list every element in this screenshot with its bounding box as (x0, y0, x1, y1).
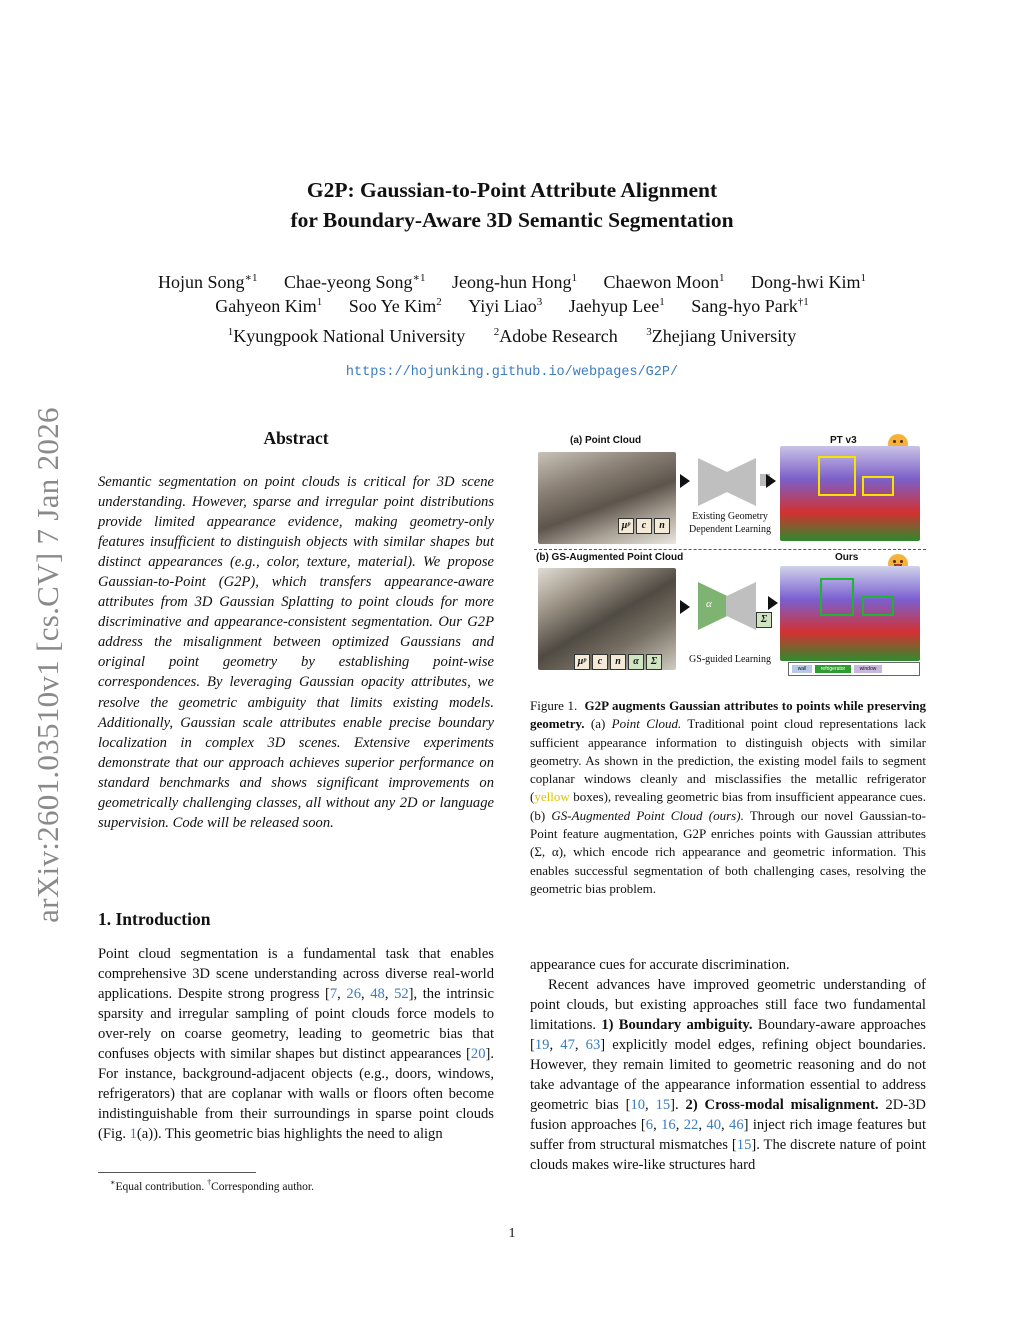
figure-ref-link[interactable]: 1 (129, 1126, 137, 1142)
gs-network-icon (698, 582, 756, 630)
citation-link[interactable]: 6 (645, 1117, 654, 1133)
arxiv-stamp (28, 380, 68, 950)
citation-link[interactable]: 63 (585, 1037, 601, 1053)
token: μᵖ (618, 518, 634, 534)
introduction-paragraph: Point cloud segmentation is a fundamental task that enables comprehensive 3D scene understanding across diverse real-world applications. Despite strong progress [7, 26, 48, 52], the intrinsic sparsity and irregular sampling of point clouds force models to over-rely on coarse geometry, leading to geometric bias that confuses objects with similar shapes but distinct appearances [20]. For instance, background-adjacent objects (e.g., doors, windows, refrigerators) that are coplanar with walls or floors often become indistinguishable from their surroundings in sparse point clouds (Fig. 1(a)). This geometric bias highlights the need to align (98, 946, 494, 1142)
author-row-2 (100, 294, 924, 318)
citation-link[interactable]: 48 (370, 986, 385, 1002)
citation-link[interactable]: 15 (655, 1097, 671, 1113)
footnote: ∗Equal contribution. †Corresponding author. (110, 1178, 314, 1193)
author: Yiyi Liao$^3$ (468, 296, 543, 316)
augmented-attribute-tokens (574, 654, 662, 670)
legend-swatch-refrigerator: refrigerator (815, 665, 851, 673)
legend-swatch-window: window (854, 665, 882, 673)
affiliation: $^3$Zhejiang University (646, 326, 797, 346)
citation-link[interactable]: 52 (394, 986, 409, 1002)
author: Sang-hyo Park$^{\dagger 1}$ (691, 296, 809, 316)
arrow-right-icon (768, 596, 778, 610)
citation-link[interactable]: 10 (630, 1097, 646, 1113)
arxiv-id-text: arXiv:2601.03510v1 [cs.CV] 7 Jan 2026 (30, 407, 65, 923)
introduction-continued: appearance cues for accurate discrimination. Recent advances have improved geometric understanding of point clouds, but existing approaches still face two fundamental limitations. 1) Boundary ambiguity. Boundary-aware approaches [19, 47, 63] explicitly model edges, refining object boundaries. However, they remain limited to geometric reasoning and do not take advantage of the appearance information essential to address geometric bias [10, 15]. 2) Cross-modal misalignment. 2D-3D fusion approaches [6, 16, 22, 40, 46] inject rich image features but suffer from structural mismatches [15]. The discrete nature of point clouds makes wire-like structures hard (530, 957, 927, 1173)
project-url-link[interactable]: https://hojunking.github.io/webpages/G2P/ (345, 365, 679, 380)
citation-link[interactable]: 46 (729, 1117, 744, 1133)
author: Jaehyup Lee$^1$ (568, 296, 665, 316)
figure-1 (530, 432, 926, 682)
author: Hojun Song$^{∗1}$ (158, 272, 258, 292)
segmentation-legend (788, 662, 920, 676)
arrow-right-icon (680, 600, 690, 614)
title-line-1: G2P: Gaussian-to-Point Attribute Alignment (306, 178, 718, 202)
ptv3-prediction-image (780, 446, 920, 541)
arrow-right-icon (766, 474, 776, 488)
citation-link[interactable]: 15 (736, 1137, 752, 1153)
footnote-rule (98, 1172, 256, 1173)
figure-caption: Figure 1. G2P augments Gaussian attributes to points while preserving geometry. (a) Point Cloud. Traditional point cloud representations lack sufficient appearance information to distinguish objects with similar geometry. As shown in the prediction, the existing model fails to segment coplanar windows cleanly and misclassifies the metallic refrigerator (yellow boxes), revealing geometric bias from insufficient appearance cues. (b) GS-Augmented Point Cloud (ours). Through our novel Gaussian-to-Point feature augmentation, G2P enriches points with Gaussian attributes (Σ, α), which encode rich appearance and geometric information. This enables successful segmentation of both challenging cases, resolving the geometric bias problem. (530, 698, 927, 896)
token: c (636, 518, 652, 534)
token: n (610, 654, 626, 670)
author-row-1 (100, 270, 924, 294)
affiliation: $^1$Kyungpook National University (227, 326, 466, 346)
author: Jeong-hun Hong$^1$ (451, 272, 577, 292)
gs-guided-learning-label: GS-guided Learning (689, 654, 771, 665)
sigma-token: Σ (756, 612, 772, 628)
figure-divider (534, 549, 926, 550)
green-box (862, 596, 894, 616)
yellow-box (862, 476, 894, 496)
token: Σ (646, 654, 662, 670)
arrow-right-icon (680, 474, 690, 488)
figure-label-a: (a) Point Cloud (570, 435, 642, 446)
author-list (100, 270, 924, 318)
ours-prediction-image (780, 566, 920, 661)
token: c (592, 654, 608, 670)
author: Chaewon Moon$^1$ (603, 272, 725, 292)
token: μᵖ (574, 654, 590, 670)
yellow-box (818, 456, 856, 496)
citation-link[interactable]: 22 (683, 1117, 699, 1133)
green-box (820, 578, 854, 616)
network-icon (698, 458, 756, 506)
citation-link[interactable]: 26 (346, 986, 361, 1002)
affiliation-list (0, 326, 1024, 347)
author: Dong-hwi Kim$^1$ (750, 272, 866, 292)
citation-link[interactable]: 7 (329, 986, 338, 1002)
abstract-heading: Abstract (263, 428, 329, 448)
title-line-2: for Boundary-Aware 3D Semantic Segmentation (290, 208, 734, 232)
existing-learning-label: Existing Geometry Dependent Learning (689, 511, 771, 535)
figure-label-ptv3: PT v3 (830, 435, 857, 446)
citation-link[interactable]: 47 (560, 1037, 575, 1053)
author: Soo Ye Kim$^2$ (348, 296, 442, 316)
affiliation: $^2$Adobe Research (493, 326, 618, 346)
citation-link[interactable]: 40 (706, 1117, 721, 1133)
abstract-text: Semantic segmentation on point clouds is critical for 3D scene understanding. However, sparse and irregular point distributions provide limited appearance evidence, making geometry-only features insufficient to distinguish objects with similar shapes but distinct appearances (e.g., color, texture, material). We propose Gaussian-to-Point (G2P), which transfers appearance-aware attributes from 3D Gaussian Splatting to point clouds for more discriminative and appearance-consistent segmentation. Our G2P address the misalignment between optimized Gaussians and original point geometry by establishing point-wise correspondences. By leveraging Gaussian opacity attributes, we resolve the geometric ambiguity that limits existing models. Additionally, Gaussian scale attributes enable precise boundary localization in complex 3D scenes. Extensive experiments demonstrate that our approach achieves superior performance on standard benchmarks and shows significant improvements on geometrically challenging classes, all without any 2D or language supervision. Code will be released soon. (98, 474, 494, 831)
figure-label-ours: Ours (835, 552, 859, 563)
page-number: 1 (508, 1226, 516, 1241)
citation-link[interactable]: 16 (661, 1117, 676, 1133)
author: Chae-yeong Song$^{∗1}$ (284, 272, 426, 292)
citation-link[interactable]: 19 (534, 1037, 550, 1053)
author: Gahyeon Kim$^1$ (215, 296, 323, 316)
point-attribute-tokens (618, 518, 670, 534)
introduction-heading: 1. Introduction (98, 909, 211, 929)
citation-link[interactable]: 20 (470, 1046, 486, 1062)
token: n (654, 518, 670, 534)
paper-title (0, 175, 1024, 235)
alpha-label: α (706, 598, 712, 610)
legend-swatch-wall: wall (792, 665, 812, 673)
figure-label-b: (b) GS-Augmented Point Cloud (536, 552, 684, 563)
token: α (628, 654, 644, 670)
